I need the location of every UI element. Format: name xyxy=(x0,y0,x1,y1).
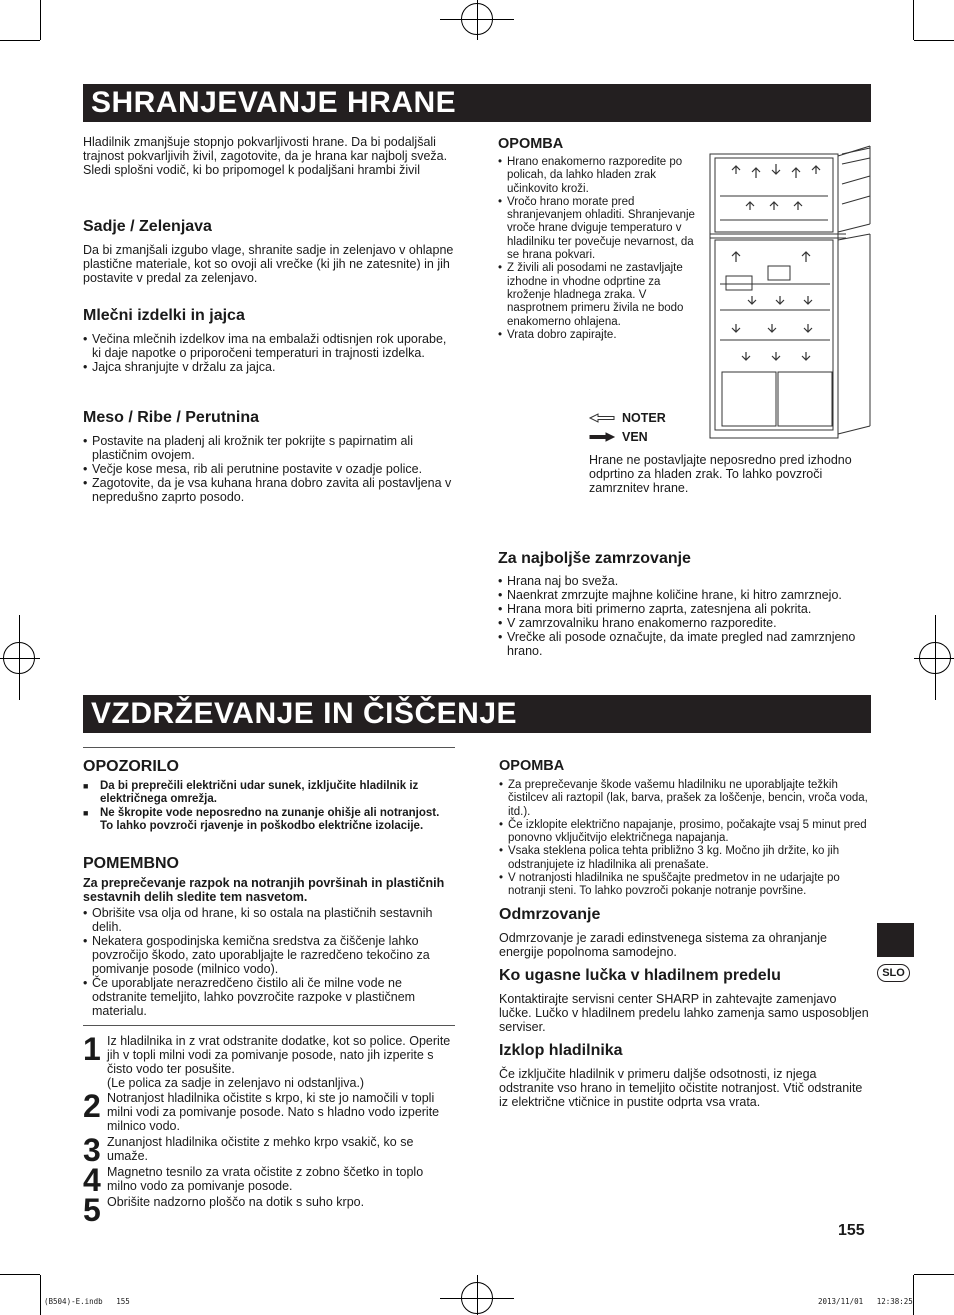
warning-heading: OPOZORILO xyxy=(83,758,179,775)
list-item: • Če izklopite električno napajanje, prosimo, počakajte vsaj 5 minut pred ponovno vključitvijo električnega napajanja. xyxy=(499,819,872,846)
note-heading: OPOMBA xyxy=(498,136,564,152)
off-text: Če izključite hladilnik v primeru daljše odsotnosti, iz njega odstranite vso hrano in temeljito očistite notranjost. Vtič odstranite iz električne vtičnice in pustite odprta vsa vrata. xyxy=(499,1067,863,1109)
list-item: • Če uporabljate nerazredčeno čistilo ali če milne vode ne odstranite temeljito, lahko povzročite razpoke v plastičnem materialu. xyxy=(83,976,455,1018)
section-title: SHRANJEVANJE HRANE xyxy=(91,86,457,119)
lamp-text: Kontaktirajte servisni center SHARP in zahtevajte zamenjavo lučke. Lučko v hladilnem predelu lahko zamenja samo usposobljen serviser. xyxy=(499,992,869,1034)
crop-mark xyxy=(40,0,41,40)
off-heading: Izklop hladilnika xyxy=(499,1042,623,1059)
list-item: • Večje kose mesa, rib ali perutnine postavite v ozadje police. xyxy=(83,462,458,476)
defrost-text: Odmrzovanje je zaradi edinstvenega sistema za ohranjanje energije popolnoma samodejno. xyxy=(499,931,827,959)
divider xyxy=(83,1025,455,1026)
arrow-out-icon xyxy=(588,432,616,442)
step-number: 3 xyxy=(83,1132,101,1168)
step-number: 2 xyxy=(83,1088,101,1124)
divider xyxy=(83,747,455,748)
fridge-airflow-illustration xyxy=(706,144,872,444)
step-number: 5 xyxy=(83,1192,101,1228)
section-banner-maintenance xyxy=(83,695,871,733)
crop-mark xyxy=(914,1274,954,1275)
note-list xyxy=(498,156,703,342)
warning-list xyxy=(83,780,455,833)
side-tab-marker xyxy=(877,923,914,957)
step-number: 4 xyxy=(83,1162,101,1198)
step-text: Iz hladilnika in z vrat odstranite dodatke, kot so police. Operite jih v topli milni vodi za pomivanje posode, nato jih izperite s čisto vodo ter posušite. (Le polica za sadje in zelenjavo ni odstanljiva.) xyxy=(107,1034,451,1090)
legend-in-label: NOTER xyxy=(622,411,666,425)
step-number: 1 xyxy=(83,1031,101,1067)
list-item: • Vročo hrano morate pred shranjevanjem ohladiti. Shranjevanje vroče hrane dviguje temperaturo v hladilniku ter povečuje nevarnost, da se hrana pokvari. xyxy=(498,196,703,262)
step-text: Obrišite nadzorno ploščo na dotik s suho krpo. xyxy=(107,1195,365,1209)
section-banner-storage xyxy=(83,84,871,122)
illustration-caption: Hrane ne postavljajte neposredno pred izhodno odprtino za hladen zrak. To lahko povzroči zamrznitev hrane. xyxy=(589,453,852,495)
fruit-heading: Sadje / Zelenjava xyxy=(83,218,212,235)
crop-mark xyxy=(0,1274,40,1275)
list-item: • Hrana mora biti primerno zaprta, zatesnjena ali pokrita. xyxy=(498,602,872,616)
fruit-text: Da bi zmanjšali izgubo vlage, shranite sadje in zelenjavo v ohlapne plastične materiale, kot so ovoji ali vrečke (ki jih ne zatesnite) in jih postavite v predal za zelenjavo. xyxy=(83,243,454,285)
list-item: • Vsaka steklena polica tehta približno 3 kg. Močno jih držite, ko jih odstranjujete iz hladilnika ali prenašate. xyxy=(499,845,872,872)
freeze-heading: Za najboljše zamrzovanje xyxy=(498,550,691,567)
list-item: ■ Ne škropite vode neposredno na zunanje ohišje ali notranjost. To lahko povzroči rjavenje in poškodbo električne izolacije. xyxy=(83,807,455,834)
list-item: • Obrišite vsa olja od hrane, ki so ostala na plastičnih sestavnih delih. xyxy=(83,906,455,934)
meat-list xyxy=(83,434,458,504)
note2-list xyxy=(499,779,872,899)
crop-mark xyxy=(913,0,914,40)
step-text: Notranjost hladilnika očistite s krpo, ki ste jo namočili v topli milni vodi za pomivanje posode. Nato s hladno vodo izperite milnico vodo. xyxy=(107,1091,440,1133)
meat-heading: Meso / Ribe / Perutnina xyxy=(83,409,260,426)
list-item: • Naenkrat zmrzujte majhne količine hrane, ki hitro zamrznejo. xyxy=(498,588,872,602)
dairy-heading: Mlečni izdelki in jajca xyxy=(83,307,245,324)
list-item: • Hrana naj bo sveža. xyxy=(498,574,872,588)
list-item: • Jajca shranjujte v držalu za jajca. xyxy=(83,360,458,374)
crop-mark xyxy=(913,1275,914,1315)
crop-mark xyxy=(914,40,954,41)
important-heading: POMEMBNO xyxy=(83,855,179,872)
important-lead: Za preprečevanje razpok na notranjih površinah in plastičnih sestavnih delih sledite tem nasvetom. xyxy=(83,876,445,904)
list-item: • Nekatera gospodinjska kemična sredstva za čiščenje lahko povzročijo škodo, zato uporabljajte le razredčeno tekočino za pomivanje posode (milnico vodo). xyxy=(83,934,455,976)
list-item: • Zagotovite, da je vsa kuhana hrana dobro zavita ali postavljena v nepredušno zaprto posodo. xyxy=(83,476,458,504)
arrow-in-icon xyxy=(588,413,616,423)
important-list xyxy=(83,906,455,1018)
list-item: • Z živili ali posodami ne zastavljajte izhodne in vhodne odprtine za kroženje hladnega zraka. V nasprotnem primeru živila ne bodo enakomerno ohlajena. xyxy=(498,262,703,328)
crop-mark xyxy=(40,1275,41,1315)
defrost-heading: Odmrzovanje xyxy=(499,906,601,923)
legend-out-label: VEN xyxy=(622,430,648,444)
footer-date: 2013/11/01 12:38:25 xyxy=(818,1297,913,1306)
footer-file: (B504)-E.indb 155 xyxy=(44,1297,130,1306)
list-item: • Za preprečevanje škode vašemu hladilniku ne uporabljajte težkih čistilcev ali raztopil (lak, barva, prašek za loščenje, bencin, vroča voda, itd.). xyxy=(499,779,872,819)
list-item: • V zamrzovalniku hrano enakomerno razporedite. xyxy=(498,616,872,630)
list-item: • Večina mlečnih izdelkov ima na embalaži odtisnjen rok uporabe, ki daje napotke o priporočeni temperaturi in trajnosti izdelka. xyxy=(83,332,458,360)
list-item: • Postavite na pladenj ali krožnik ter pokrijte s papirnatim ali plastičnim ovojem. xyxy=(83,434,458,462)
list-item: ■ Da bi preprečili električni udar sunek, izključite hladilnik iz električnega omrežja. xyxy=(83,780,455,807)
freeze-list xyxy=(498,574,872,658)
step-text: Magnetno tesnilo za vrata očistite z zobno ščetko in toplo milno vodo za pomivanje posode. xyxy=(107,1165,424,1193)
language-badge: SLO xyxy=(877,964,910,982)
crop-mark xyxy=(0,40,40,41)
lamp-heading: Ko ugasne lučka v hladilnem predelu xyxy=(499,967,781,984)
section-title: VZDRŽEVANJE IN ČIŠČENJE xyxy=(91,697,518,730)
intro-text: Hladilnik zmanjšuje stopnjo pokvarljivosti hrane. Da bi podaljšali trajnost pokvarljivih živil, zagotovite, da je hrana kar najbolj sveža. Sledi splošni vodič, ki bo pripomogel k podaljšani hrambi živil xyxy=(83,135,448,177)
list-item: • V notranjosti hladilnika ne spuščajte predmetov in ne udarjajte po notranji steni. To lahko povzroči pokanje notranje površine. xyxy=(499,872,872,899)
step-text: Zunanjost hladilnika očistite z mehko krpo vsakič, ko se umaže. xyxy=(107,1135,414,1163)
list-item: • Vrečke ali posode označujte, da imate pregled nad zamrznjeno hrano. xyxy=(498,630,872,658)
note2-heading: OPOMBA xyxy=(499,758,565,774)
list-item: • Vrata dobro zapirajte. xyxy=(498,329,703,342)
dairy-list xyxy=(83,332,458,374)
page-number: 155 xyxy=(838,1222,865,1239)
list-item: • Hrano enakomerno razporedite po policah, da lahko hladen zrak učinkovito kroži. xyxy=(498,156,703,196)
